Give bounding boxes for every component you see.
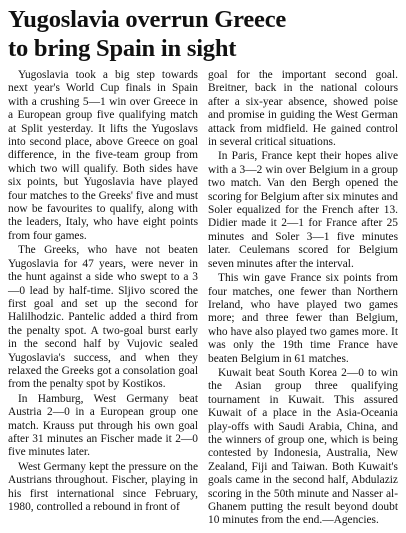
headline-line-1: Yugoslavia overrun Greece bbox=[8, 6, 287, 33]
paragraph: Kuwait beat South Korea 2—0 to win the Asian group three qualifying tournament in Kuwait. This assured Kuwait of a place in the Asia-Oceania play-offs with Saudi Arabia, China, and the winners of group one, which is being contested by Indonesia, Australia, New Zealand, Fiji and Taiwan. Both Kuwait's goals came in the second half, Abdulaziz scoring in the 50th minute and Nasser al-Ghanem putting the result beyond doubt 10 minutes from the end.—Agencies. bbox=[208, 366, 398, 527]
left-column bbox=[8, 69, 198, 528]
headline-line-2: to bring Spain in sight bbox=[8, 35, 237, 62]
paragraph-continuation: goal for the important second goal. Breitner, back in the national colours after a six-year absence, showed poise and promise in guiding the West German attack from midfield. He gained control in several critical situations. bbox=[208, 69, 398, 149]
paragraph: West Germany kept the pressure on the Austrians throughout. Fischer, playing in his first international since February, 1980, controlled a rebound in front of bbox=[8, 460, 198, 513]
paragraph: Yugoslavia took a big step towards next year's World Cup finals in Spain with a crushing 5—1 win over Greece in a European group five qualifying match at Split yesterday. It lifts the Yugoslavs into second place, above Greece on goal difference, in the five-team group from which two will qualify. Both sides have six points, but Yugoslavia have played four matches to the Greeks' five and must now be favourites to qualify, along with the leaders, Italy, who have eight points from four games. bbox=[8, 69, 198, 242]
paragraph: This win gave France six points from four matches, one fewer than Northern Ireland, who have played two games more; and three fewer than Belgium, who have also played two games more. It was only the 19th time France have beaten Belgium in 61 matches. bbox=[208, 272, 398, 365]
right-column bbox=[208, 69, 398, 528]
paragraph: The Greeks, who have not beaten Yugoslavia for 47 years, were never in the hunt against a side who swept to a 3—0 lead by half-time. Sljivo scored the first goal and set up the second for Halilhodzic. Pantelic added a third from the penalty spot. A two-goal burst early in the second half by Vujovic sealed Yugoslavia's success, and when they relaxed the Greeks got a consolation goal from the penalty spot by Kostikos. bbox=[8, 244, 198, 391]
paragraph: In Hamburg, West Germany beat Austria 2—0 in a European group one match. Krauss put through his own goal after 31 minutes an Fischer made it 2—0 five minutes later. bbox=[8, 392, 198, 459]
paragraph: In Paris, France kept their hopes alive with a 3—2 win over Belgium in a group two match. Van den Bergh opened the scoring for Belgium after six minutes and Soler equalized for the French after 13. Didier made it 2—1 for France after 25 minutes and Soler 3—1 five minutes later. Ceulemans scored for Belgium seven minutes after the interval. bbox=[208, 150, 398, 270]
headline bbox=[8, 5, 398, 63]
article-body bbox=[8, 69, 398, 528]
